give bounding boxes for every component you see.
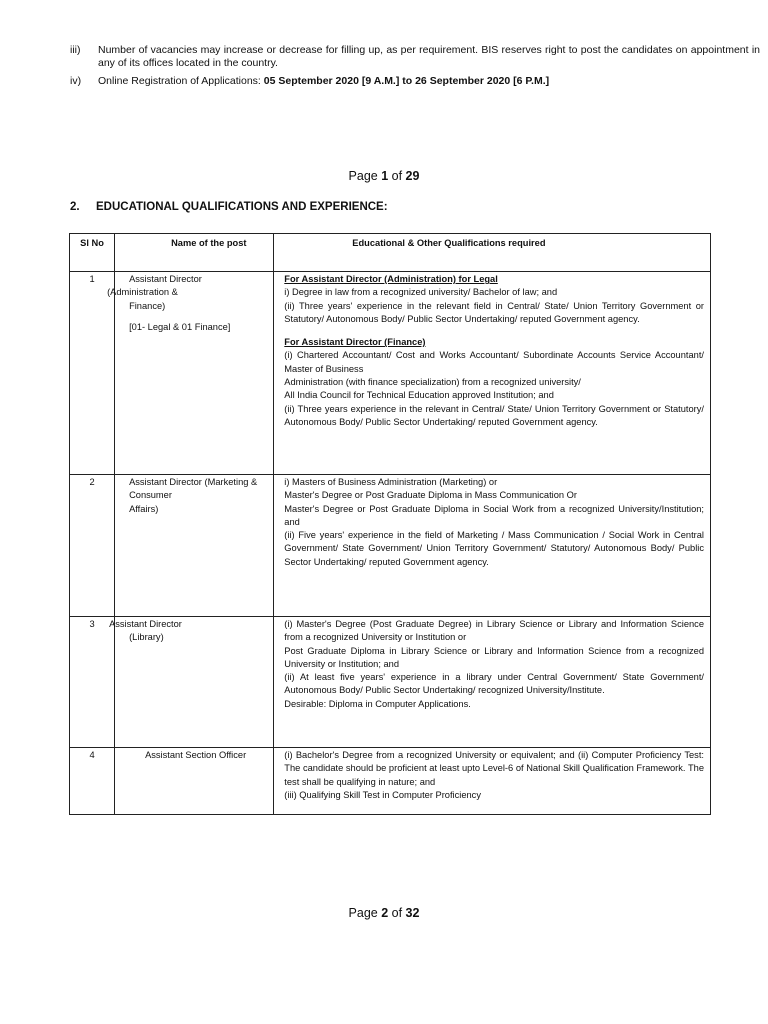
list-item-text: Number of vacancies may increase or decrease for filling up, as per requirement. BIS reserves right to post the candidates on appointment in any of its offices located in the country.: [98, 44, 760, 69]
page-total: 32: [405, 906, 420, 920]
post-line: Assistant Director (Marketing &: [129, 477, 258, 487]
qual-line: All India Council for Technical Education approved Institution; and: [284, 390, 554, 401]
qual-line: (ii) At least five years' experience in a library under Central Government/ State Government/ Autonomous Body/ Public Sector Undertaking/ recognized University/Institute.: [284, 672, 704, 696]
page-current: 1: [381, 169, 389, 183]
section-number: 2.: [70, 201, 80, 213]
qual-line: (i) Chartered Accountant/ Cost and Works Accountant/ Subordinate Accounts Service Accountant/ Master of Business: [284, 350, 704, 374]
row-qualifications: [274, 475, 711, 617]
post-line: Affairs): [129, 503, 159, 514]
row-sl-no: 1: [70, 272, 115, 475]
row-sl-no: 3: [70, 617, 115, 748]
table-row: [70, 617, 711, 748]
section-title: EDUCATIONAL QUALIFICATIONS AND EXPERIENCE:: [96, 201, 388, 213]
row-post-name: [109, 617, 274, 748]
qual-line: (i) Master's Degree (Post Graduate Degree) in Library Science or Library and Information Science from a recognized University or Institution or: [284, 619, 704, 643]
page-prefix: Page: [348, 169, 382, 183]
row-post-name: [107, 272, 274, 475]
list-item-number: iii): [70, 44, 81, 56]
qual-line: (iii) Qualifying Skill Test in Computer Proficiency: [284, 789, 481, 800]
qual-subheading: For Assistant Director (Administration) for Legal: [284, 274, 498, 284]
qualifications-table: [69, 233, 711, 815]
page-total: 29: [405, 169, 420, 183]
list-item-number: iv): [70, 75, 82, 87]
qual-line: (ii) Three years' experience in the relevant field in Central/ State/ Union Territory Government or Statutory/ Autonomous Body/ Public Sector Undertaking/ reputed Government agency.: [284, 300, 704, 324]
page-current: 2: [381, 906, 389, 920]
table-header-row: [70, 234, 711, 272]
table-row: [70, 475, 711, 617]
page-number-footer-1: [0, 169, 768, 183]
post-line: (Library): [129, 632, 164, 643]
qual-line: Post Graduate Diploma in Library Science or Library and Information Science from a recognized University or Institution; and: [284, 645, 704, 669]
table-row: [70, 272, 711, 475]
post-line: Assistant Director: [109, 619, 182, 629]
qual-line: Desirable: Diploma in Computer Applications.: [284, 698, 471, 709]
page-number-footer-2: [0, 906, 768, 920]
row-qualifications: [274, 272, 711, 475]
registration-label: Online Registration of Applications:: [98, 75, 264, 87]
page-of: of: [388, 169, 406, 183]
post-line: [01- Legal & 01 Finance]: [129, 321, 231, 332]
header-post-name: Name of the post: [115, 234, 274, 272]
qual-line: Master's Degree or Post Graduate Diploma in Mass Communication Or: [284, 490, 577, 501]
qual-subheading: For Assistant Director (Finance): [284, 337, 426, 348]
row-sl-no: 4: [70, 748, 115, 815]
post-line: Assistant Section Officer: [145, 750, 247, 760]
header-sl-no: Sl No: [70, 234, 115, 272]
table-row: [70, 748, 711, 815]
post-line: Assistant Director: [129, 274, 202, 284]
row-post-name: [115, 748, 274, 815]
page-prefix: Page: [348, 906, 382, 920]
row-post-name: [115, 475, 274, 617]
qual-line: (ii) Three years experience in the relevant in Central/ State/ Union Territory Government or Statutory/ Autonomous Body/ Public Sector Undertaking/ reputed Government agency.: [284, 403, 704, 427]
header-qualifications: Educational & Other Qualifications required: [274, 234, 711, 272]
post-line: (Administration &: [107, 287, 178, 298]
qual-line: Master's Degree or Post Graduate Diploma in Social Work from a recognized University/Institution; and: [284, 503, 704, 527]
post-line: Finance): [129, 300, 166, 311]
section-heading: [70, 201, 388, 213]
qual-line: i) Degree in law from a recognized university/ Bachelor of law; and: [284, 287, 558, 298]
qual-line: (ii) Five years' experience in the field of Marketing / Mass Communication / Social Work in Central Government/ State Government/ Union Territory Government/ Statutory/ Autonomous Body/ Public Sector Undertaking/ reputed Government agency.: [284, 530, 704, 567]
qual-line: i) Masters of Business Administration (Marketing) or: [284, 477, 498, 487]
qual-line: Administration (with finance specialization) from a recognized university/: [284, 377, 581, 388]
page-of: of: [388, 906, 406, 920]
registration-dates: 05 September 2020 [9 A.M.] to 26 September 2020 [6 P.M.]: [263, 75, 550, 87]
list-item-text: [98, 75, 760, 88]
qual-line: (i) Bachelor's Degree from a recognized University or equivalent; and (ii) Computer Proficiency Test: The candidate should be proficient at least upto Level-6 of National Skill Qualification Framework. The test shall be qualifying in nature; and: [284, 750, 704, 787]
row-qualifications: [274, 748, 711, 815]
row-qualifications: [274, 617, 711, 748]
row-sl-no: 2: [70, 475, 115, 617]
post-line: Consumer: [129, 490, 172, 501]
